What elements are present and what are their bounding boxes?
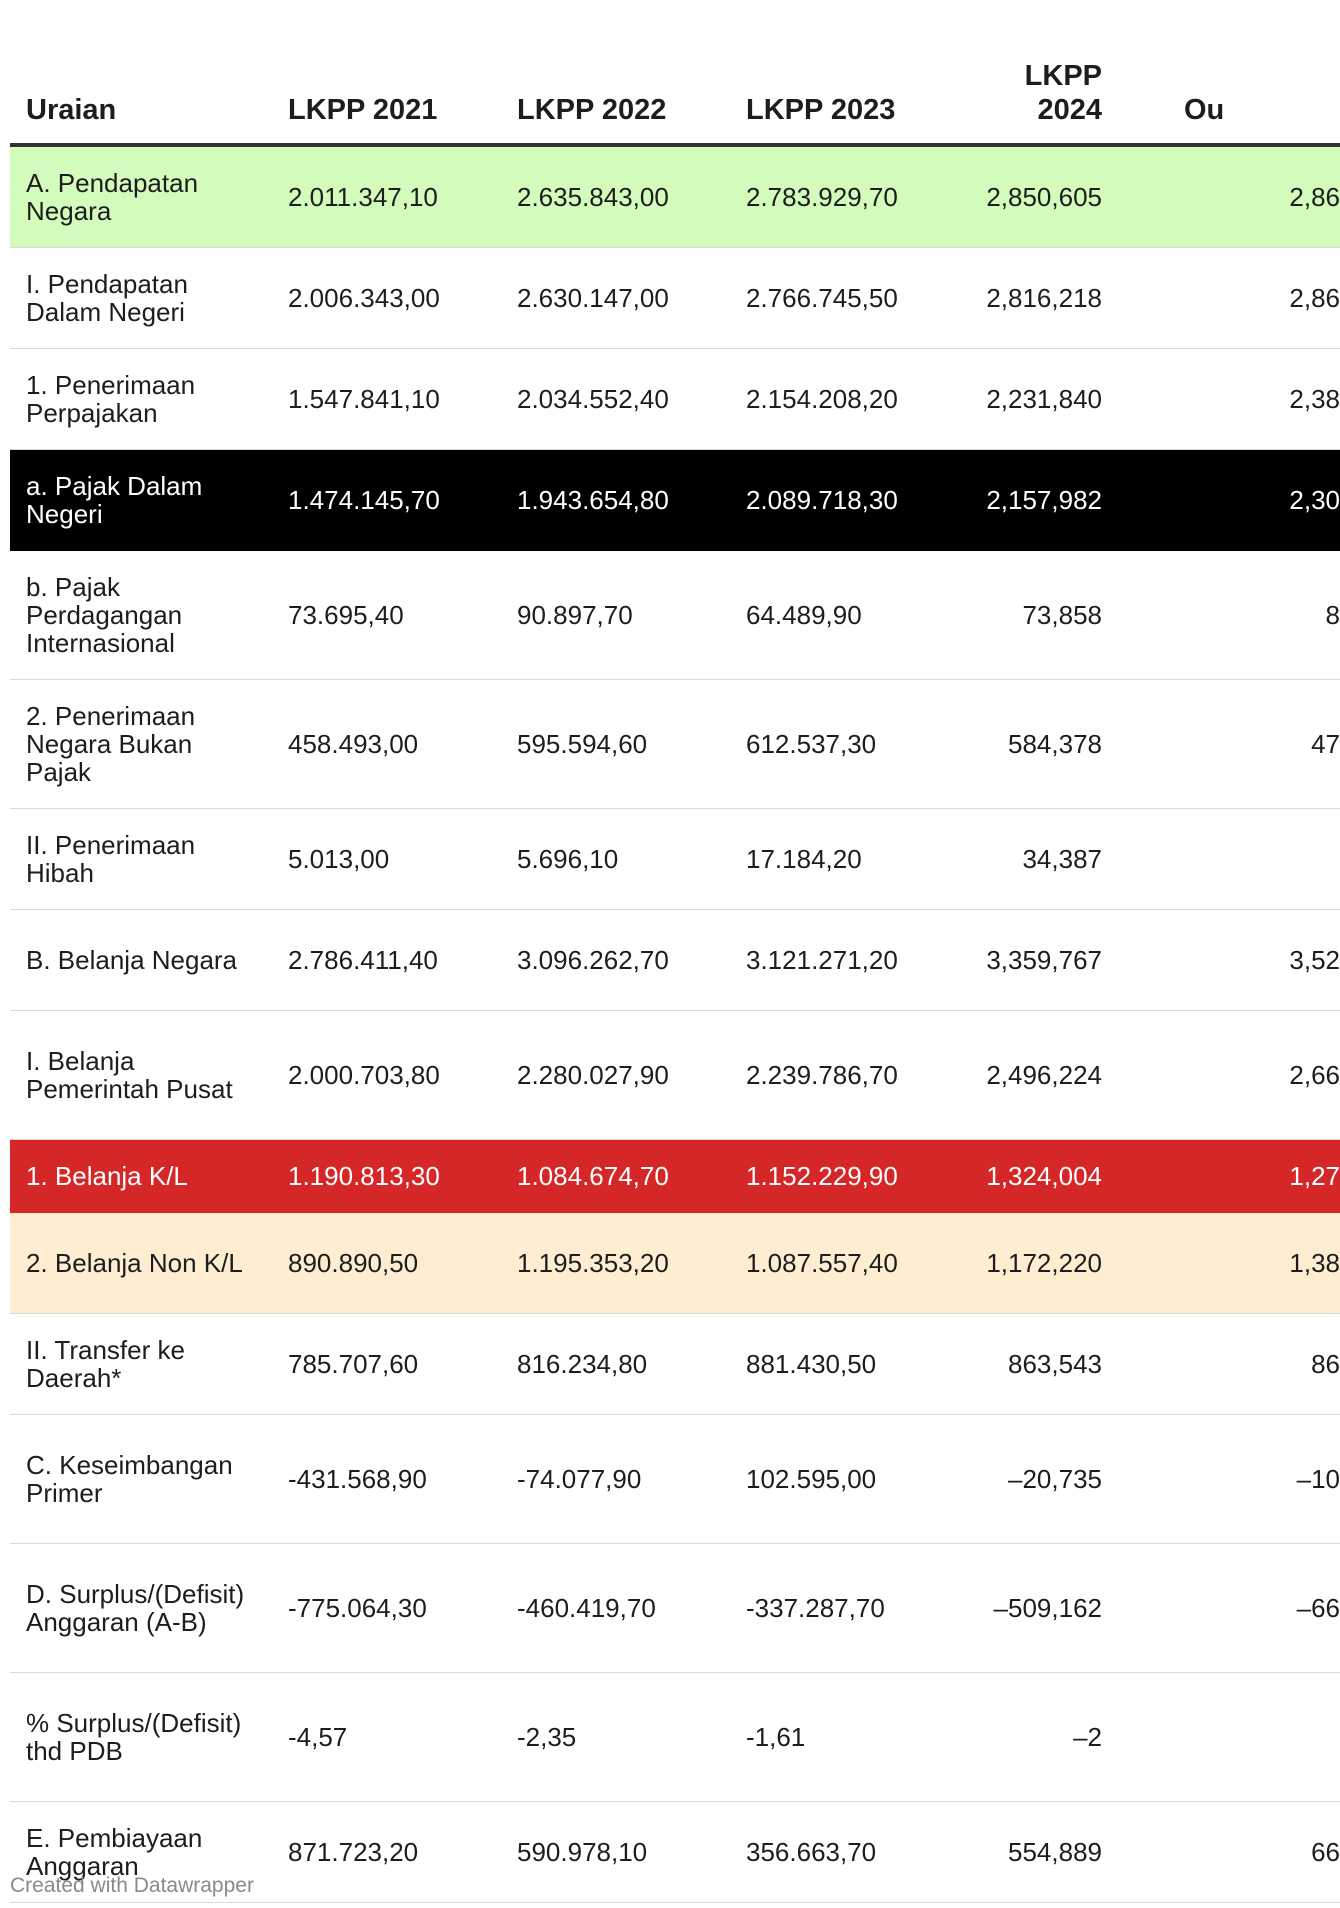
data-table	[10, 0, 1340, 1903]
table-cell	[1114, 809, 1340, 910]
table-cell: 2,86	[1114, 145, 1340, 248]
table-cell: 73,858	[959, 551, 1114, 680]
table-cell: 1.547.841,10	[272, 349, 501, 450]
table-row	[10, 1213, 1340, 1314]
row-label: I. Belanja Pemerintah Pusat	[10, 1011, 272, 1140]
row-label: E. Pembiayaan Anggaran	[10, 1802, 272, 1903]
table-row	[10, 809, 1340, 910]
table-cell: 2.766.745,50	[730, 248, 959, 349]
table-cell	[1114, 1673, 1340, 1802]
table-row	[10, 1140, 1340, 1213]
table-cell: 2,38	[1114, 349, 1340, 450]
table-cell: 1.195.353,20	[501, 1213, 730, 1314]
table-cell: 356.663,70	[730, 1802, 959, 1903]
table-cell: 890.890,50	[272, 1213, 501, 1314]
table-cell: -74.077,90	[501, 1415, 730, 1544]
table-row	[10, 1415, 1340, 1544]
row-label: A. Pendapatan Negara	[10, 145, 272, 248]
table-cell: 3.121.271,20	[730, 910, 959, 1011]
table-cell: 2.635.843,00	[501, 145, 730, 248]
row-label: 1. Penerimaan Perpajakan	[10, 349, 272, 450]
table-cell: 2,30	[1114, 450, 1340, 551]
table-cell: –20,735	[959, 1415, 1114, 1544]
table-body	[10, 145, 1340, 1903]
table-cell: 590.978,10	[501, 1802, 730, 1903]
table-cell: 1.084.674,70	[501, 1140, 730, 1213]
table-cell: 554,889	[959, 1802, 1114, 1903]
table-cell: 2,850,605	[959, 145, 1114, 248]
table-cell: 1.087.557,40	[730, 1213, 959, 1314]
table-cell: 584,378	[959, 680, 1114, 809]
table-cell: 2.783.929,70	[730, 145, 959, 248]
table-cell: -1,61	[730, 1673, 959, 1802]
table-cell: 34,387	[959, 809, 1114, 910]
row-label: 2. Penerimaan Negara Bukan Pajak	[10, 680, 272, 809]
table-cell: 785.707,60	[272, 1314, 501, 1415]
table-cell: 2.239.786,70	[730, 1011, 959, 1140]
table-row	[10, 910, 1340, 1011]
row-label: D. Surplus/(Defisit) Anggaran (A-B)	[10, 1544, 272, 1673]
table-viewport[interactable]	[10, 0, 1340, 1881]
row-label: B. Belanja Negara	[10, 910, 272, 1011]
table-cell: -460.419,70	[501, 1544, 730, 1673]
table-cell: 3,359,767	[959, 910, 1114, 1011]
column-header-lkpp-2022[interactable]: LKPP 2022	[501, 0, 730, 145]
table-row	[10, 551, 1340, 680]
table-cell: 2.280.027,90	[501, 1011, 730, 1140]
row-label: I. Pendapatan Dalam Negeri	[10, 248, 272, 349]
table-cell: 612.537,30	[730, 680, 959, 809]
table-cell: 2,157,982	[959, 450, 1114, 551]
row-label: b. Pajak Perdagangan Internasional	[10, 551, 272, 680]
row-label: a. Pajak Dalam Negeri	[10, 450, 272, 551]
table-cell: 5.013,00	[272, 809, 501, 910]
column-header-lkpp-2023[interactable]: LKPP 2023	[730, 0, 959, 145]
table-cell: 66	[1114, 1802, 1340, 1903]
table-cell: 86	[1114, 1314, 1340, 1415]
table-cell: 2,86	[1114, 248, 1340, 349]
table-cell: 47	[1114, 680, 1340, 809]
table-cell: 90.897,70	[501, 551, 730, 680]
table-cell: 2.006.343,00	[272, 248, 501, 349]
table-cell: 3,52	[1114, 910, 1340, 1011]
column-header-outlook[interactable]: Ou	[1114, 0, 1340, 145]
table-cell: 1,324,004	[959, 1140, 1114, 1213]
row-label: C. Keseimbangan Primer	[10, 1415, 272, 1544]
table-cell: 2,816,218	[959, 248, 1114, 349]
table-cell: 2,66	[1114, 1011, 1340, 1140]
table-row	[10, 145, 1340, 248]
row-label: II. Penerimaan Hibah	[10, 809, 272, 910]
table-cell: 2,496,224	[959, 1011, 1114, 1140]
table-cell: 64.489,90	[730, 551, 959, 680]
header-row	[10, 0, 1340, 145]
table-cell: 2.011.347,10	[272, 145, 501, 248]
datawrapper-credit: Created with Datawrapper	[10, 1874, 254, 1897]
table-cell: 458.493,00	[272, 680, 501, 809]
table-cell: -431.568,90	[272, 1415, 501, 1544]
table-cell: 871.723,20	[272, 1802, 501, 1903]
column-header-lkpp-2024[interactable]: LKPP 2024	[959, 0, 1114, 145]
row-label: 1. Belanja K/L	[10, 1140, 272, 1213]
column-header-lkpp-2021[interactable]: LKPP 2021	[272, 0, 501, 145]
table-cell: 2.154.208,20	[730, 349, 959, 450]
table-cell: 1.152.229,90	[730, 1140, 959, 1213]
table-cell: -337.287,70	[730, 1544, 959, 1673]
table-row	[10, 680, 1340, 809]
table-cell: -4,57	[272, 1673, 501, 1802]
table-cell: 2.630.147,00	[501, 248, 730, 349]
table-cell: –66	[1114, 1544, 1340, 1673]
table-cell: -775.064,30	[272, 1544, 501, 1673]
table-row	[10, 1314, 1340, 1415]
column-header-uraian[interactable]: Uraian	[10, 0, 272, 145]
table-cell: 816.234,80	[501, 1314, 730, 1415]
table-cell: 5.696,10	[501, 809, 730, 910]
table-cell: 2.000.703,80	[272, 1011, 501, 1140]
row-label: II. Transfer ke Daerah*	[10, 1314, 272, 1415]
table-cell: 2,231,840	[959, 349, 1114, 450]
table-cell: 1.474.145,70	[272, 450, 501, 551]
table-cell: 1.190.813,30	[272, 1140, 501, 1213]
table-cell: –2	[959, 1673, 1114, 1802]
table-cell: 3.096.262,70	[501, 910, 730, 1011]
table-cell: 17.184,20	[730, 809, 959, 910]
table-row	[10, 450, 1340, 551]
row-label: % Surplus/(Defisit) thd PDB	[10, 1673, 272, 1802]
table-cell: 102.595,00	[730, 1415, 959, 1544]
table-cell: 881.430,50	[730, 1314, 959, 1415]
table-row	[10, 1011, 1340, 1140]
table-cell: -2,35	[501, 1673, 730, 1802]
table-row	[10, 248, 1340, 349]
table-row	[10, 1673, 1340, 1802]
table-cell: 1,172,220	[959, 1213, 1114, 1314]
table-cell: –10	[1114, 1415, 1340, 1544]
table-row	[10, 1544, 1340, 1673]
table-cell: 73.695,40	[272, 551, 501, 680]
table-cell: 2.786.411,40	[272, 910, 501, 1011]
table-cell: 2.034.552,40	[501, 349, 730, 450]
row-label: 2. Belanja Non K/L	[10, 1213, 272, 1314]
table-cell: 1,38	[1114, 1213, 1340, 1314]
table-cell: 1,27	[1114, 1140, 1340, 1213]
table-cell: 595.594,60	[501, 680, 730, 809]
table-cell: 2.089.718,30	[730, 450, 959, 551]
table-cell: –509,162	[959, 1544, 1114, 1673]
table-cell: 1.943.654,80	[501, 450, 730, 551]
table-cell: 863,543	[959, 1314, 1114, 1415]
table-row	[10, 349, 1340, 450]
table-cell: 8	[1114, 551, 1340, 680]
